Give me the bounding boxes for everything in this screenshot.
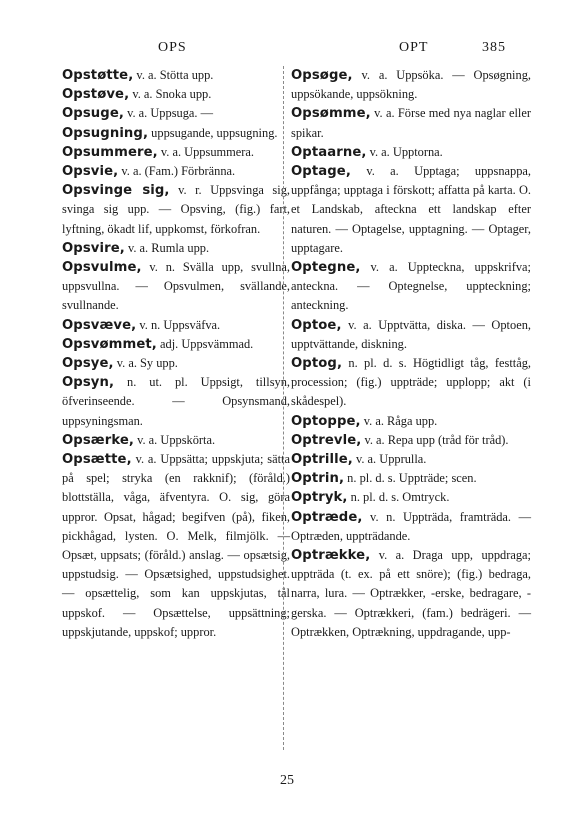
- right-column: [291, 66, 531, 642]
- left-column: [62, 66, 290, 642]
- entry-headword: Optræde,: [291, 509, 363, 525]
- dictionary-entry: [291, 66, 531, 104]
- dictionary-entry: [62, 181, 290, 239]
- dictionary-entry: [291, 412, 531, 431]
- header-left-guideword: OPS: [158, 40, 187, 55]
- entry-definition: v. n. Uppsväfva.: [136, 317, 221, 332]
- entry-headword: Optaarne,: [291, 144, 367, 160]
- dictionary-entry: [62, 124, 290, 143]
- entry-definition: v. a. Draga upp, uppdraga; uppträda (t. ex. på ett snöre); (fig.) bedraga, narra, lura. — Optrækker, -erske, bedragare, -gerska. — Optrækkeri, (fam.) bedrägeri. — Optrækken, Optrækning, uppdragande, upp-: [291, 548, 531, 639]
- entry-definition: v. a. Sy upp.: [113, 356, 178, 371]
- entry-definition: v. a. Upptaga; uppsnappa, uppfånga; upptaga i förskott; affatta på karta. O. et Landskab, afteckna ett landskap efter naturen. — Optagelse, upptagning. — Optager, upptagare.: [291, 164, 531, 255]
- column-divider: [283, 66, 284, 750]
- entry-headword: Optog,: [291, 356, 343, 372]
- entry-headword: Optoe,: [291, 317, 342, 333]
- dictionary-entry: [62, 335, 290, 354]
- dictionary-entry: [62, 162, 290, 181]
- entry-definition: v. a. (Fam.) Förbränna.: [118, 164, 236, 179]
- dictionary-entry: [62, 373, 290, 431]
- entry-headword: Optrin,: [291, 471, 345, 487]
- dictionary-entry: [291, 488, 531, 507]
- dictionary-entry: [62, 450, 290, 642]
- entry-headword: Opsuge,: [62, 106, 124, 122]
- entry-headword: Opsyn,: [62, 375, 115, 391]
- dictionary-entry: [62, 104, 290, 123]
- entry-headword: Optryk,: [291, 490, 348, 506]
- entry-definition: v. a. Upptorna.: [366, 144, 443, 159]
- entry-definition: v. a. Råga upp.: [360, 413, 438, 428]
- entry-definition: v. a. Upptvätta, diska. — Optoen, upptvättande, diskning.: [291, 317, 531, 351]
- entry-headword: Optoppe,: [291, 413, 361, 429]
- entry-headword: Opsærke,: [62, 432, 134, 448]
- entry-definition: n. pl. d. s. Omtryck.: [347, 490, 450, 505]
- entry-headword: Optegne,: [291, 260, 361, 276]
- entry-headword: Opsøge,: [291, 68, 353, 83]
- entry-definition: n. ut. pl. Uppsigt, tillsyn, öfverinseende. — Opsynsmand, uppsyningsman.: [62, 375, 290, 428]
- entry-definition: v. r. Uppsvinga sig, svinga sig upp. — Opsving, (fig.) fart, lyftning, ökadt lif, uppkomst, förkofran.: [62, 183, 290, 236]
- entry-definition: v. a. Repa upp (tråd för tråd).: [361, 432, 509, 447]
- entry-definition: v. n. Svälla upp, svullna, uppsvullna. — Opsvulmen, svällande, svullnande.: [62, 260, 290, 313]
- dictionary-entry: [62, 354, 290, 373]
- entry-headword: Opsætte,: [62, 452, 132, 468]
- entry-headword: Opstøtte,: [62, 68, 134, 83]
- entry-definition: v. a. Uppsuga. —: [123, 106, 213, 121]
- entry-headword: Opsummere,: [62, 144, 158, 160]
- entry-headword: Opsvulme,: [62, 260, 142, 276]
- dictionary-entry: [291, 546, 531, 642]
- entry-definition: v. a. Uppsätta; uppskjuta; sätta på spel; stryka (en rakknif); (föråld.) blottställa, våga, äfventyra. O. sig, göra uppror. Opsat, hågad; begifven (på), fiken, pickhågad, lysten. O. Melk, filmjölk. — Opsæt, uppsats; (föråld.) anslag. — opsætsig, uppstudsig. — Opsætsighed, uppstudsighet. — opsættelig, som kan uppskjutas, tål uppskof. — Opsættelse, uppsättning; uppskjutande, uppskof; uppror.: [62, 452, 290, 639]
- entry-headword: Opsvinge sig,: [62, 183, 170, 199]
- dictionary-entry: [291, 258, 531, 316]
- dictionary-entry: [62, 239, 290, 258]
- entry-definition: v. a. Snoka upp.: [129, 87, 212, 102]
- entry-headword: Opsye,: [62, 356, 114, 372]
- dictionary-entry: [62, 66, 290, 85]
- entry-definition: n. pl. d. s. Högtidligt tåg, festtåg, procession; (fig.) uppträde; upplopp; akt (i skådespel).: [291, 356, 531, 409]
- dictionary-entry: [291, 143, 531, 162]
- entry-headword: Optrevle,: [291, 432, 362, 448]
- dictionary-entry: [291, 450, 531, 469]
- dictionary-entry: [62, 85, 290, 104]
- dictionary-entry: [291, 508, 531, 546]
- entry-headword: Opsugning,: [62, 125, 149, 141]
- entry-definition: v. a. Rumla upp.: [124, 240, 210, 255]
- entry-definition: v. a. Uppsummera.: [157, 144, 255, 159]
- dictionary-entry: [291, 162, 531, 258]
- entry-definition: v. a. Förse med nya naglar eller spikar.: [291, 106, 531, 140]
- entry-headword: Optrille,: [291, 452, 353, 468]
- entry-definition: v. a. Upprulla.: [352, 452, 427, 467]
- entry-headword: Opsvæve,: [62, 317, 137, 333]
- dictionary-entry: [291, 354, 531, 412]
- footer-signature-number: 25: [280, 773, 294, 788]
- entry-definition: v. a. Stötta upp.: [133, 68, 214, 82]
- dictionary-entry: [291, 431, 531, 450]
- entry-definition: n. pl. d. s. Uppträde; scen.: [344, 471, 477, 486]
- dictionary-entry: [291, 316, 531, 354]
- dictionary-entry: [291, 469, 531, 488]
- entry-headword: Optrække,: [291, 548, 371, 564]
- dictionary-entry: [62, 258, 290, 316]
- entry-headword: Opsvie,: [62, 164, 119, 180]
- entry-definition: adj. Uppsvämmad.: [156, 336, 254, 351]
- dictionary-entry: [62, 143, 290, 162]
- entry-definition: v. n. Uppträda, framträda. — Optræden, uppträdande.: [291, 509, 531, 543]
- header-right-guideword: OPT: [399, 40, 429, 55]
- entry-definition: v. a. Uppteckna, uppskrifva; anteckna. — Optegnelse, uppteckning; anteckning.: [291, 260, 531, 313]
- entry-headword: Opsvømmet,: [62, 336, 157, 352]
- entry-headword: Opstøve,: [62, 87, 130, 103]
- dictionary-entry: [291, 104, 531, 142]
- entry-definition: uppsugande, uppsugning.: [148, 125, 278, 140]
- entry-definition: v. a. Uppskörta.: [134, 432, 216, 447]
- entry-headword: Opsvire,: [62, 240, 125, 256]
- entry-headword: Opsømme,: [291, 106, 371, 122]
- header-page-number: 385: [482, 40, 506, 55]
- dictionary-entry: [62, 431, 290, 450]
- dictionary-entry: [62, 316, 290, 335]
- entry-definition: v. a. Uppsöka. — Opsøgning, uppsökande, uppsökning.: [291, 68, 531, 102]
- entry-headword: Optage,: [291, 164, 351, 180]
